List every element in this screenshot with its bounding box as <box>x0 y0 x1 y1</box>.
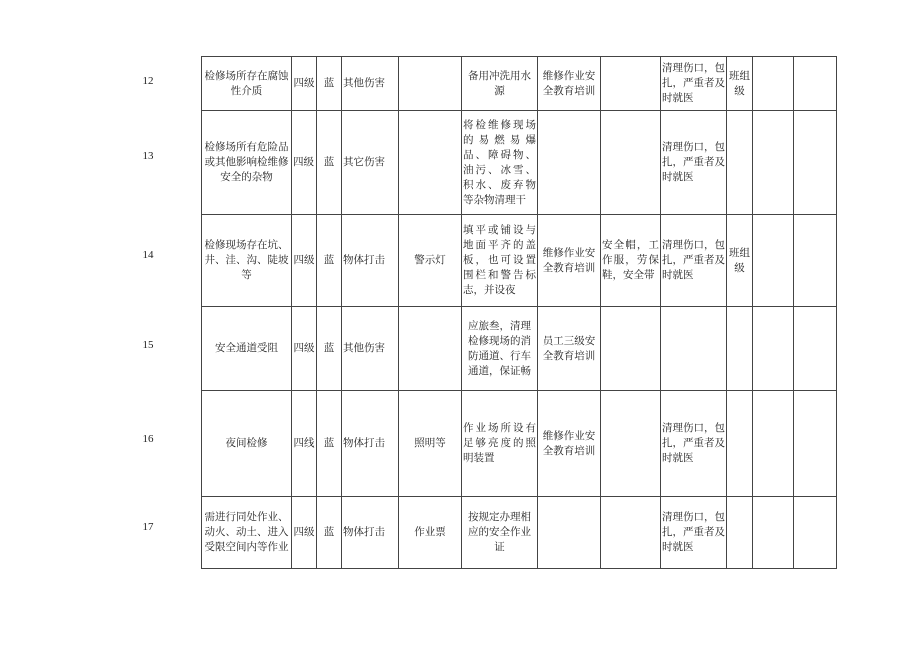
training-cell <box>538 497 601 569</box>
unit-cell <box>727 307 753 391</box>
device-cell: 照明等 <box>399 391 462 497</box>
device-cell <box>399 57 462 111</box>
table-row <box>202 307 837 391</box>
measure-cell: 作业场所设有足够亮度的照明装置 <box>462 391 538 497</box>
training-cell <box>538 111 601 215</box>
emergency-cell: 清理伤口，包扎，严重者及时就医 <box>661 57 727 111</box>
unit-cell: 班组级 <box>727 57 753 111</box>
unit-cell <box>727 391 753 497</box>
empty-cell <box>753 307 794 391</box>
measure-cell: 备用冲洗用水源 <box>462 57 538 111</box>
accident-cell: 其它伤害 <box>342 111 399 215</box>
table-row <box>202 497 837 569</box>
table-row <box>202 391 837 497</box>
accident-cell: 其他伤害 <box>342 307 399 391</box>
emergency-cell: 清理伤口，包扎，严重者及时就医 <box>661 391 727 497</box>
device-cell <box>399 307 462 391</box>
device-cell: 作业票 <box>399 497 462 569</box>
device-cell: 警示灯 <box>399 215 462 307</box>
color-cell: 蓝 <box>317 391 342 497</box>
empty-cell <box>794 497 837 569</box>
empty-cell <box>753 215 794 307</box>
hazard-cell: 夜间检修 <box>202 391 292 497</box>
level-cell: 四级 <box>292 111 317 215</box>
hazard-cell: 需进行同处作业、动火、动土、进入受限空间内等作业 <box>202 497 292 569</box>
table-row <box>202 111 837 215</box>
row-number: 16 <box>142 433 154 445</box>
level-cell: 四级 <box>292 497 317 569</box>
color-cell: 蓝 <box>317 57 342 111</box>
emergency-cell <box>661 307 727 391</box>
ppe-cell <box>601 111 661 215</box>
hazard-table <box>201 56 837 569</box>
hazard-cell: 安全通道受阻 <box>202 307 292 391</box>
training-cell: 维修作业安全教育培训 <box>538 215 601 307</box>
color-cell: 蓝 <box>317 307 342 391</box>
unit-cell: 班组级 <box>727 215 753 307</box>
level-cell: 四线 <box>292 391 317 497</box>
ppe-cell <box>601 497 661 569</box>
empty-cell <box>753 111 794 215</box>
ppe-cell: 安全帽，工作服，劳保鞋，安全带 <box>601 215 661 307</box>
empty-cell <box>753 391 794 497</box>
measure-cell: 填平或铺设与地面平齐的盖板，也可设置围栏和警告标志，并设夜 <box>462 215 538 307</box>
row-number: 17 <box>142 521 154 533</box>
color-cell: 蓝 <box>317 215 342 307</box>
row-number: 12 <box>142 75 154 87</box>
empty-cell <box>794 57 837 111</box>
table-row <box>202 57 837 111</box>
accident-cell: 物体打击 <box>342 391 399 497</box>
color-cell: 蓝 <box>317 497 342 569</box>
unit-cell <box>727 497 753 569</box>
color-cell: 蓝 <box>317 111 342 215</box>
emergency-cell: 清理伤口，包扎，严重者及时就医 <box>661 497 727 569</box>
accident-cell: 物体打击 <box>342 215 399 307</box>
empty-cell <box>794 215 837 307</box>
ppe-cell <box>601 307 661 391</box>
measure-cell: 将检维修现场的易燃易爆品、障碍物、油污、冰雪、积水、废弃物等杂物清理干 <box>462 111 538 215</box>
measure-cell: 按规定办理相应的安全作业证 <box>462 497 538 569</box>
empty-cell <box>753 497 794 569</box>
ppe-cell <box>601 391 661 497</box>
accident-cell: 其他伤害 <box>342 57 399 111</box>
hazard-cell: 检修现场存在坑、井、洼、沟、陡坡等 <box>202 215 292 307</box>
empty-cell <box>794 307 837 391</box>
empty-cell <box>794 391 837 497</box>
training-cell: 员工三级安全教育培训 <box>538 307 601 391</box>
level-cell: 四级 <box>292 215 317 307</box>
measure-cell: 应旅叁，清理检修现场的消防通道、行车通道，保证畅 <box>462 307 538 391</box>
table-row <box>202 215 837 307</box>
unit-cell <box>727 111 753 215</box>
device-cell <box>399 111 462 215</box>
emergency-cell: 清理伤口，包扎，严重者及时就医 <box>661 215 727 307</box>
emergency-cell: 清理伤口，包扎，严重者及时就医 <box>661 111 727 215</box>
level-cell: 四级 <box>292 307 317 391</box>
empty-cell <box>794 111 837 215</box>
row-number: 14 <box>142 249 154 261</box>
ppe-cell <box>601 57 661 111</box>
empty-cell <box>753 57 794 111</box>
accident-cell: 物体打击 <box>342 497 399 569</box>
level-cell: 四级 <box>292 57 317 111</box>
hazard-cell: 检修场所有危险品或其他影响检维修安全的杂物 <box>202 111 292 215</box>
hazard-cell: 检修场所存在腐蚀性介质 <box>202 57 292 111</box>
training-cell: 维修作业安全教育培训 <box>538 391 601 497</box>
row-number: 15 <box>142 339 154 351</box>
training-cell: 维修作业安全教育培训 <box>538 57 601 111</box>
row-number: 13 <box>142 150 154 162</box>
